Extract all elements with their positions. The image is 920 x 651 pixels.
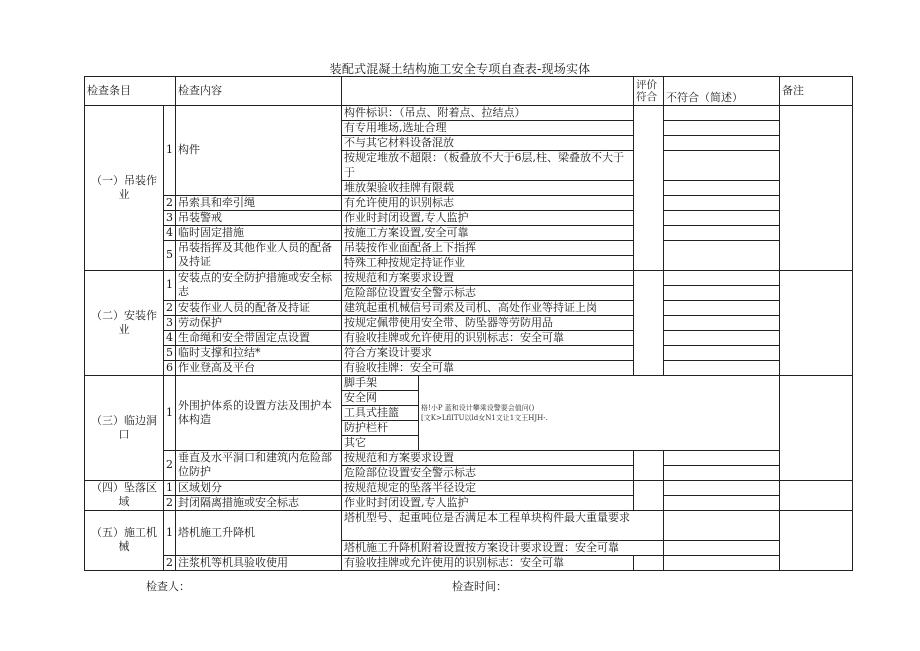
table-row bbox=[85, 240, 853, 270]
check-content: 于 bbox=[342, 166, 634, 181]
item-no: 2 bbox=[164, 495, 176, 510]
nonconform-cell[interactable] bbox=[664, 240, 780, 270]
sub-item: 防护栏杆 bbox=[342, 420, 419, 435]
nonconform-cell[interactable] bbox=[664, 210, 780, 225]
item-no: 2 bbox=[164, 195, 176, 210]
conform-cell[interactable] bbox=[634, 270, 664, 375]
check-content: 构件标识：（吊点、附着点、拉结点） bbox=[342, 106, 634, 121]
item-name: 吊索具和牵引绳 bbox=[176, 195, 342, 210]
item-no: 4 bbox=[164, 330, 176, 345]
table-row bbox=[85, 315, 853, 330]
check-content: 危险部位设置安全警示标志 bbox=[342, 465, 634, 480]
check-content: 符合方案设计要求 bbox=[342, 345, 634, 360]
section-name: （四）坠落区域 bbox=[85, 480, 164, 510]
nonconform-cell[interactable] bbox=[664, 495, 780, 510]
nonconform-cell[interactable] bbox=[664, 345, 780, 360]
table-row bbox=[85, 450, 853, 465]
header-eval-label: 评价 bbox=[636, 79, 657, 91]
check-content: 堆放架验收挂牌有限载 bbox=[342, 180, 634, 195]
nonconform-cell[interactable] bbox=[664, 315, 780, 330]
item-name: 作业登高及平台 bbox=[176, 360, 342, 375]
table-row bbox=[85, 495, 853, 510]
page-title: 装配式混凝土结构施工安全专项自查表-现场实体 bbox=[329, 62, 591, 76]
inspection-table bbox=[84, 76, 853, 571]
check-content: 建筑起重机械信号司索及司机、高处作业等持证上岗 bbox=[342, 300, 664, 315]
nonconform-cell[interactable] bbox=[664, 121, 780, 136]
check-content: 作业时封闭设置,专人监护 bbox=[342, 210, 634, 225]
check-content: 塔机施工升降机附着设置按方案设计要求设置：安全可靠 bbox=[342, 540, 664, 555]
item-no: 2 bbox=[164, 300, 176, 315]
table-row bbox=[85, 270, 853, 285]
item-name: 临时支撑和拉结* bbox=[176, 345, 342, 360]
sub-item: 脚手架 bbox=[342, 375, 419, 390]
section-name: （一）吊装作业 bbox=[85, 106, 164, 271]
item-no: 5 bbox=[164, 345, 176, 360]
nonconform-cell[interactable] bbox=[664, 270, 780, 285]
item-no: 1 bbox=[164, 510, 176, 555]
table-row bbox=[85, 480, 853, 495]
check-content: 按施工方案设置,安全可靠 bbox=[342, 225, 634, 240]
nonconform-cell[interactable] bbox=[664, 375, 780, 450]
item-name: 劳动保护 bbox=[176, 315, 342, 330]
check-content: 有验收挂牌：安全可靠 bbox=[342, 360, 634, 375]
nonconform-cell[interactable] bbox=[664, 225, 780, 240]
check-content: 作业时封闭设置,专人监护 bbox=[342, 495, 634, 510]
nonconform-cell[interactable] bbox=[664, 540, 780, 555]
table-row bbox=[85, 210, 853, 225]
item-name: 注浆机等机具验收使用 bbox=[176, 555, 342, 570]
table-row bbox=[85, 555, 853, 570]
check-content: 危险部位设置安全警示标志 bbox=[342, 285, 634, 300]
item-name: 临时固定措施 bbox=[176, 225, 342, 240]
nonconform-cell[interactable] bbox=[664, 465, 780, 480]
header-conform-label: 符合 bbox=[636, 91, 657, 103]
item-no: 6 bbox=[164, 360, 176, 375]
table-row bbox=[85, 510, 853, 540]
nonconform-cell[interactable] bbox=[664, 136, 780, 151]
item-name: 安装点的安全防护措施或安全标志 bbox=[176, 270, 342, 300]
item-no: 1 bbox=[164, 106, 176, 196]
table-row bbox=[85, 360, 853, 375]
conform-cell[interactable] bbox=[634, 450, 664, 480]
table-row bbox=[85, 345, 853, 360]
table-row bbox=[85, 225, 853, 240]
header-row bbox=[85, 77, 853, 106]
check-content: 有验收挂牌或允许使用的识别标志：安全可靠 bbox=[342, 330, 634, 345]
check-content: 按规定佩带使用安全带、防坠器等劳防用品 bbox=[342, 315, 634, 330]
nonconform-cell[interactable] bbox=[664, 555, 780, 570]
header-item: 检查条目 bbox=[85, 77, 176, 106]
sub-item: 安全网 bbox=[342, 390, 419, 405]
check-content: 按规范规定的坠落半径设定 bbox=[342, 480, 634, 495]
item-name: 垂直及水平洞口和建筑内危险部位防护 bbox=[176, 450, 342, 480]
nonconform-cell[interactable] bbox=[664, 106, 780, 121]
check-content-line: 特殊工种按规定持证作业 bbox=[344, 255, 465, 269]
scan-note-line: 格!小P 蓝和设计攀乘设警要会值问() bbox=[421, 403, 535, 412]
item-no: 1 bbox=[164, 375, 176, 450]
inspector-label: 检查人： bbox=[146, 580, 190, 593]
nonconform-cell[interactable] bbox=[664, 450, 780, 465]
table-row bbox=[85, 375, 853, 390]
section-name: （二）安装作业 bbox=[85, 270, 164, 375]
conform-cell[interactable] bbox=[634, 480, 664, 510]
nonconform-cell[interactable] bbox=[664, 195, 780, 210]
nonconform-cell[interactable] bbox=[664, 510, 780, 540]
check-content: 不与其它材料设备混放 bbox=[342, 136, 634, 151]
remark-cell[interactable] bbox=[780, 375, 853, 480]
table-row bbox=[85, 330, 853, 345]
nonconform-cell[interactable] bbox=[664, 360, 780, 375]
conform-cell[interactable] bbox=[634, 555, 664, 570]
check-content: 按规范和方案要求设置 bbox=[342, 270, 634, 285]
item-name: 生命绳和安全带固定点设置 bbox=[176, 330, 342, 345]
nonconform-cell[interactable] bbox=[664, 285, 780, 300]
remark-cell[interactable] bbox=[780, 510, 853, 570]
item-no: 2 bbox=[164, 555, 176, 570]
check-content: 有验收挂牌或允许使用的识别标志：安全可靠 bbox=[342, 555, 634, 570]
item-name: 构件 bbox=[176, 106, 342, 196]
check-content: 有允许使用的识别标志 bbox=[342, 195, 634, 210]
item-no: 3 bbox=[164, 210, 176, 225]
item-name: 外围护体系的设置方法及围护本体构造 bbox=[176, 375, 342, 450]
item-name: 区域划分 bbox=[176, 480, 342, 495]
table-row bbox=[85, 195, 853, 210]
item-no: 3 bbox=[164, 315, 176, 330]
check-content-line: 吊装按作业面配备上下指挥 bbox=[342, 241, 633, 256]
nonconform-cell[interactable] bbox=[664, 151, 780, 181]
header-nonconform: 不符合（简述） bbox=[664, 77, 780, 106]
nonconform-cell[interactable] bbox=[664, 480, 780, 495]
item-no: 1 bbox=[164, 270, 176, 300]
item-no: 1 bbox=[164, 480, 176, 495]
header-content: 检查内容 bbox=[176, 77, 342, 106]
section-name: （三）临边洞口 bbox=[85, 375, 164, 480]
nonconform-cell[interactable] bbox=[664, 330, 780, 345]
remark-cell[interactable] bbox=[780, 270, 853, 375]
check-content bbox=[342, 240, 634, 270]
check-content: 塔机型号、起重吨位是否满足本工程单块构件最大重量要求 bbox=[342, 510, 664, 540]
remark-cell[interactable] bbox=[780, 106, 853, 271]
inspection-time-label: 检查时间： bbox=[452, 580, 507, 593]
header-content-blank bbox=[342, 77, 634, 106]
item-name: 安装作业人员的配备及持证 bbox=[176, 300, 342, 315]
conform-cell[interactable] bbox=[634, 106, 664, 271]
check-content: 按规定堆放不超限：（板叠放不大于6层,柱、梁叠放不大于 bbox=[342, 151, 634, 166]
item-no: 4 bbox=[164, 225, 176, 240]
header-remark: 备注 bbox=[780, 77, 853, 106]
sub-item: 其它 bbox=[342, 435, 419, 450]
item-name: 吊装警戒 bbox=[176, 210, 342, 225]
section-name: （五）施工机械 bbox=[85, 510, 164, 570]
remark-cell[interactable] bbox=[780, 480, 853, 510]
scan-note-line: [文K>LflITU以ld女N1文让1文王HJH-. bbox=[421, 413, 548, 422]
item-name: 吊装指挥及其他作业人员的配备及持证 bbox=[176, 240, 342, 270]
item-name: 封闭隔离措施或安全标志 bbox=[176, 495, 342, 510]
item-no: 2 bbox=[164, 450, 176, 480]
check-content: 有专用堆场,选址合理 bbox=[342, 121, 634, 136]
scan-note bbox=[419, 375, 664, 450]
item-no: 5 bbox=[164, 240, 176, 270]
header-eval bbox=[634, 77, 664, 106]
sub-item: 工具式挂篮 bbox=[342, 405, 419, 420]
table-row bbox=[85, 106, 853, 121]
check-content: 按规范和方案要求设置 bbox=[342, 450, 634, 465]
table-row bbox=[85, 300, 853, 315]
item-name: 塔机施工升降机 bbox=[176, 510, 342, 555]
nonconform-cell[interactable] bbox=[664, 180, 780, 195]
